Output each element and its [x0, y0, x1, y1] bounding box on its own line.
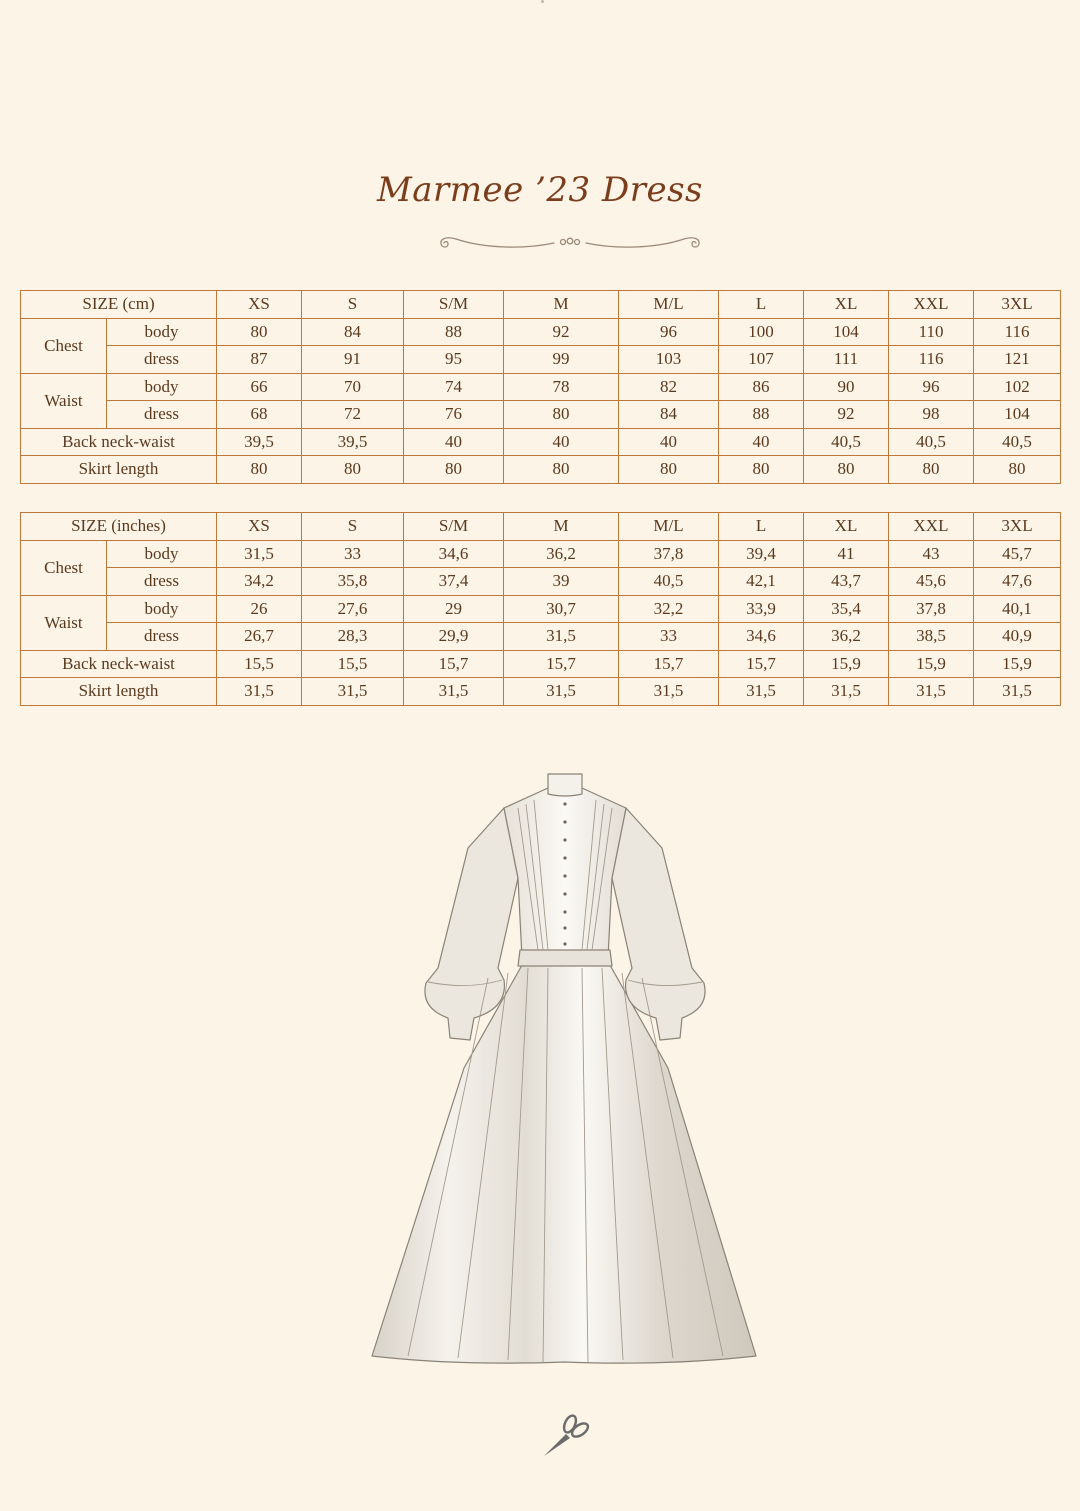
- table-cell: 80: [217, 318, 302, 346]
- table-row: [21, 650, 1061, 678]
- table-cell: 31,5: [804, 678, 889, 706]
- table-cell: 15,9: [804, 650, 889, 678]
- flourish-divider-icon: [436, 231, 704, 253]
- table-cell: 31,5: [719, 678, 804, 706]
- table-cell: 40: [719, 428, 804, 456]
- table-cell: 31,5: [404, 678, 504, 706]
- table-cell: 74: [404, 373, 504, 401]
- size-table-inches: [20, 512, 1061, 706]
- table-cell: 70: [302, 373, 404, 401]
- header-size-label: SIZE (cm): [21, 291, 217, 319]
- table-row: [21, 595, 1061, 623]
- table-cell: 104: [974, 401, 1061, 429]
- table-cell: 80: [889, 456, 974, 484]
- table-cell: 29: [404, 595, 504, 623]
- table-cell: 15,5: [217, 650, 302, 678]
- row-group-label: Chest: [21, 318, 107, 373]
- row-label: Skirt length: [21, 456, 217, 484]
- row-sub-label: body: [107, 373, 217, 401]
- row-sub-label: body: [107, 595, 217, 623]
- table-header-row: [21, 513, 1061, 541]
- table-cell: 31,5: [217, 540, 302, 568]
- table-cell: 96: [889, 373, 974, 401]
- table-cell: 45,6: [889, 568, 974, 596]
- row-label: Skirt length: [21, 678, 217, 706]
- table-cell: 45,7: [974, 540, 1061, 568]
- header-size: M: [504, 513, 619, 541]
- table-cell: 110: [889, 318, 974, 346]
- row-group-label: Waist: [21, 595, 107, 650]
- table-cell: 34,6: [719, 623, 804, 651]
- table-cell: 31,5: [504, 678, 619, 706]
- table-cell: 36,2: [804, 623, 889, 651]
- header-size: XL: [804, 291, 889, 319]
- table-cell: 39: [504, 568, 619, 596]
- table-cell: 15,7: [404, 650, 504, 678]
- table-cell: 116: [889, 346, 974, 374]
- table-cell: 80: [619, 456, 719, 484]
- table-cell: 40,5: [619, 568, 719, 596]
- table-cell: 40,1: [974, 595, 1061, 623]
- table-cell: 99: [504, 346, 619, 374]
- table-cell: 40,5: [974, 428, 1061, 456]
- table-cell: 30,7: [504, 595, 619, 623]
- header-size: M/L: [619, 513, 719, 541]
- table-cell: 90: [804, 373, 889, 401]
- row-sub-label: body: [107, 318, 217, 346]
- table-cell: 88: [719, 401, 804, 429]
- table-cell: 103: [619, 346, 719, 374]
- table-cell: 80: [217, 456, 302, 484]
- table-row: [21, 401, 1061, 429]
- header-size: 3XL: [974, 513, 1061, 541]
- table-cell: 80: [302, 456, 404, 484]
- table-row: [21, 373, 1061, 401]
- header-size: S: [302, 291, 404, 319]
- table-header-row: [21, 291, 1061, 319]
- row-sub-label: dress: [107, 346, 217, 374]
- table-cell: 98: [889, 401, 974, 429]
- table-cell: 31,5: [619, 678, 719, 706]
- row-label: Back neck-waist: [21, 650, 217, 678]
- table-cell: 104: [804, 318, 889, 346]
- table-cell: 76: [404, 401, 504, 429]
- table-cell: 15,9: [974, 650, 1061, 678]
- table-cell: 40,9: [974, 623, 1061, 651]
- table-cell: 34,2: [217, 568, 302, 596]
- table-cell: 35,4: [804, 595, 889, 623]
- table-cell: 15,7: [619, 650, 719, 678]
- table-cell: 41: [804, 540, 889, 568]
- top-page-mark: [541, 0, 544, 3]
- table-cell: 38,5: [889, 623, 974, 651]
- table-cell: 35,8: [302, 568, 404, 596]
- table-cell: 40,5: [804, 428, 889, 456]
- header-size: XXL: [889, 291, 974, 319]
- header-size: M/L: [619, 291, 719, 319]
- table-cell: 33,9: [719, 595, 804, 623]
- table-cell: 84: [619, 401, 719, 429]
- table-cell: 95: [404, 346, 504, 374]
- header-size: L: [719, 513, 804, 541]
- table-cell: 26,7: [217, 623, 302, 651]
- table-cell: 42,1: [719, 568, 804, 596]
- table-cell: 31,5: [217, 678, 302, 706]
- table-cell: 34,6: [404, 540, 504, 568]
- table-cell: 80: [504, 456, 619, 484]
- row-sub-label: dress: [107, 568, 217, 596]
- dress-sketch-illustration: [368, 768, 762, 1368]
- row-sub-label: body: [107, 540, 217, 568]
- table-cell: 80: [804, 456, 889, 484]
- table-cell: 27,6: [302, 595, 404, 623]
- table-cell: 78: [504, 373, 619, 401]
- table-cell: 15,9: [889, 650, 974, 678]
- table-cell: 39,5: [302, 428, 404, 456]
- table-cell: 100: [719, 318, 804, 346]
- table-cell: 31,5: [302, 678, 404, 706]
- page-title: Marmee ’23 Dress: [376, 170, 704, 210]
- table-cell: 121: [974, 346, 1061, 374]
- table-cell: 40: [619, 428, 719, 456]
- header-size: XL: [804, 513, 889, 541]
- row-sub-label: dress: [107, 623, 217, 651]
- table-cell: 87: [217, 346, 302, 374]
- header-size: 3XL: [974, 291, 1061, 319]
- table-row: [21, 318, 1061, 346]
- table-cell: 92: [804, 401, 889, 429]
- table-cell: 91: [302, 346, 404, 374]
- table-cell: 15,5: [302, 650, 404, 678]
- header-size: S/M: [404, 513, 504, 541]
- table-row: [21, 456, 1061, 484]
- table-cell: 107: [719, 346, 804, 374]
- table-cell: 40: [404, 428, 504, 456]
- table-cell: 37,4: [404, 568, 504, 596]
- table-row: [21, 568, 1061, 596]
- table-cell: 36,2: [504, 540, 619, 568]
- header-size: L: [719, 291, 804, 319]
- table-cell: 88: [404, 318, 504, 346]
- table-cell: 31,5: [889, 678, 974, 706]
- table-cell: 31,5: [974, 678, 1061, 706]
- size-table-cm: [20, 290, 1061, 484]
- table-cell: 37,8: [619, 540, 719, 568]
- table-cell: 39,4: [719, 540, 804, 568]
- table-row: [21, 346, 1061, 374]
- row-label: Back neck-waist: [21, 428, 217, 456]
- table-cell: 40,5: [889, 428, 974, 456]
- table-cell: 31,5: [504, 623, 619, 651]
- header-size: XXL: [889, 513, 974, 541]
- table-cell: 43,7: [804, 568, 889, 596]
- table-cell: 102: [974, 373, 1061, 401]
- header-size: S: [302, 513, 404, 541]
- table-cell: 26: [217, 595, 302, 623]
- table-cell: 82: [619, 373, 719, 401]
- row-sub-label: dress: [107, 401, 217, 429]
- table-cell: 111: [804, 346, 889, 374]
- table-cell: 66: [217, 373, 302, 401]
- table-cell: 84: [302, 318, 404, 346]
- table-cell: 33: [302, 540, 404, 568]
- header-size: XS: [217, 291, 302, 319]
- header-size: M: [504, 291, 619, 319]
- header-size: XS: [217, 513, 302, 541]
- table-cell: 80: [974, 456, 1061, 484]
- table-cell: 96: [619, 318, 719, 346]
- table-cell: 68: [217, 401, 302, 429]
- table-cell: 37,8: [889, 595, 974, 623]
- table-cell: 15,7: [719, 650, 804, 678]
- table-cell: 33: [619, 623, 719, 651]
- table-cell: 72: [302, 401, 404, 429]
- table-cell: 28,3: [302, 623, 404, 651]
- table-cell: 40: [504, 428, 619, 456]
- row-group-label: Waist: [21, 373, 107, 428]
- row-group-label: Chest: [21, 540, 107, 595]
- table-cell: 32,2: [619, 595, 719, 623]
- table-cell: 116: [974, 318, 1061, 346]
- table-cell: 39,5: [217, 428, 302, 456]
- table-row: [21, 623, 1061, 651]
- table-cell: 15,7: [504, 650, 619, 678]
- table-cell: 86: [719, 373, 804, 401]
- table-cell: 29,9: [404, 623, 504, 651]
- table-cell: 80: [404, 456, 504, 484]
- table-row: [21, 540, 1061, 568]
- table-row: [21, 678, 1061, 706]
- header-size: S/M: [404, 291, 504, 319]
- table-cell: 80: [719, 456, 804, 484]
- table-cell: 47,6: [974, 568, 1061, 596]
- table-cell: 43: [889, 540, 974, 568]
- table-cell: 92: [504, 318, 619, 346]
- table-cell: 80: [504, 401, 619, 429]
- header-size-label: SIZE (inches): [21, 513, 217, 541]
- table-row: [21, 428, 1061, 456]
- scissors-icon: [540, 1410, 592, 1458]
